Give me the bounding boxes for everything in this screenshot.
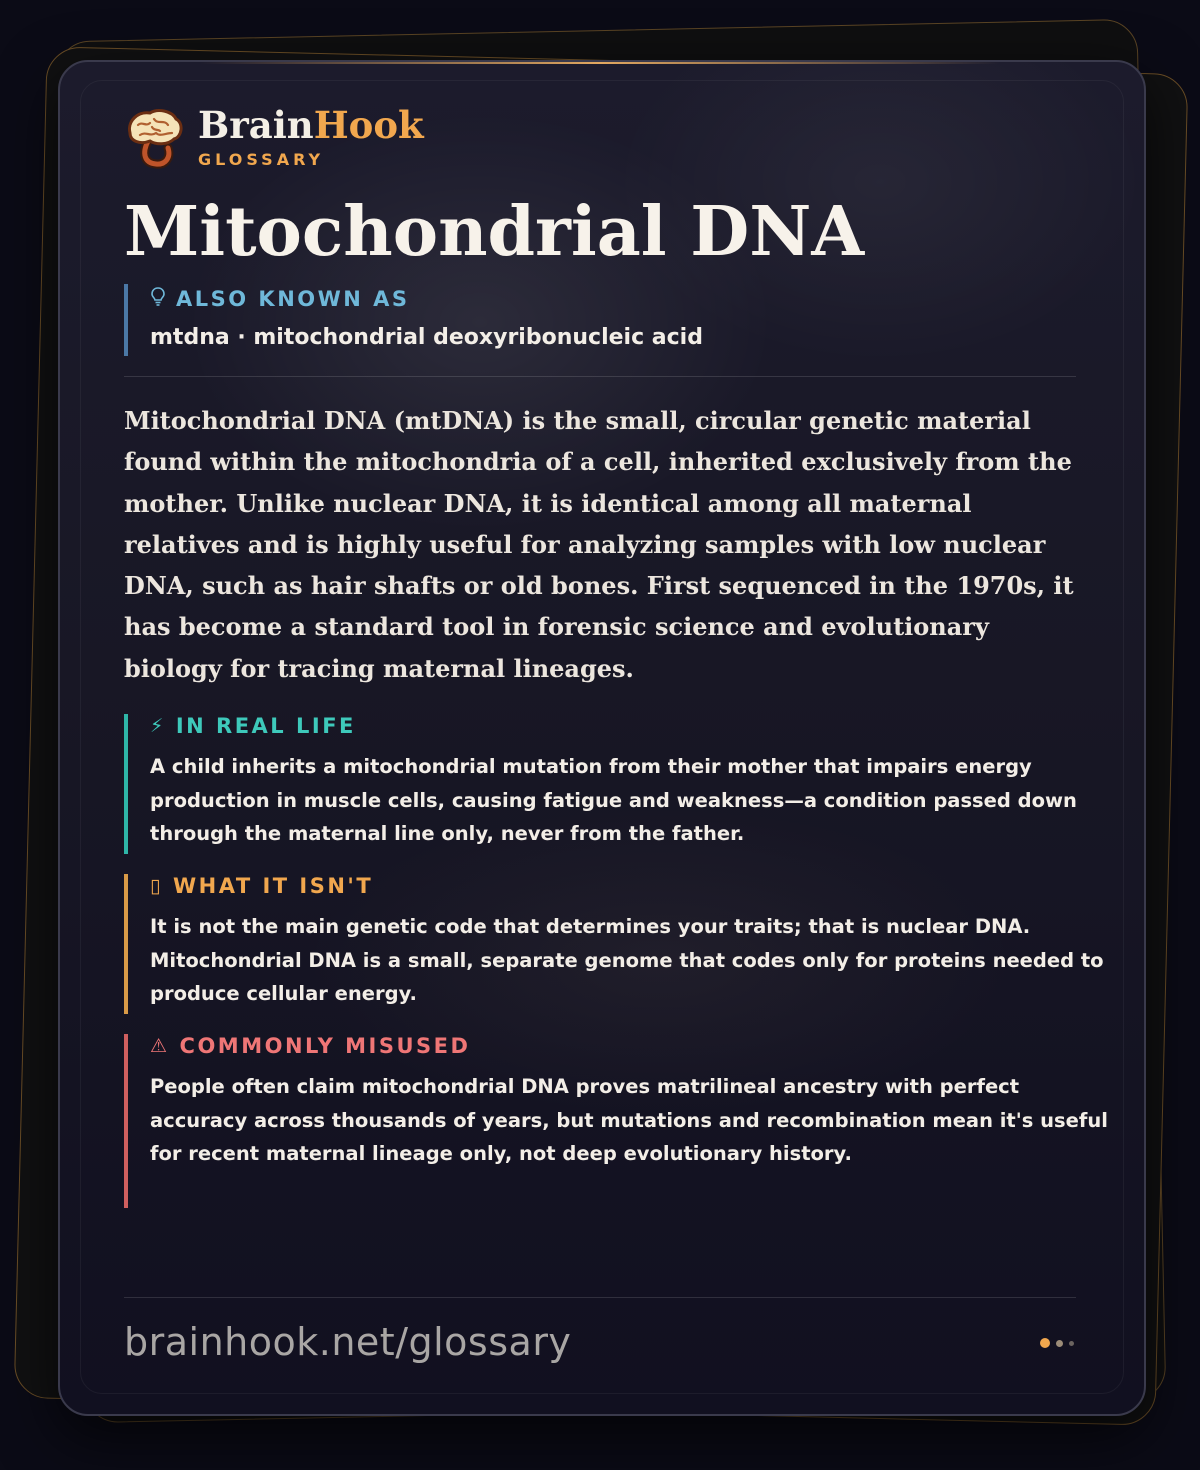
section-heading-label: IN REAL LIFE	[175, 714, 356, 738]
pagination-dot	[1056, 1340, 1063, 1347]
section-body: People often claim mitochondrial DNA proves matrilineal ancestry with perfect accuracy across thousands of years, but mutations and recombination mean it's useful for recent maternal lineage only, not deep evolutionary history.	[150, 1075, 1108, 1165]
term-title: Mitochondrial DNA	[124, 192, 865, 272]
brand-subtitle: GLOSSARY	[198, 150, 325, 169]
brand-header	[124, 103, 424, 169]
card-top-accent-line	[200, 62, 1000, 64]
glossary-card	[58, 60, 1146, 1416]
also-known-as-heading	[150, 286, 1030, 311]
definition-text: Mitochondrial DNA (mtDNA) is the small, circular genetic material found within the mitochondria of a cell, inherited exclusively from the mother. Unlike nuclear DNA, it is identical among all maternal relatives and is highly useful for analyzing samples with low nuclear DNA, such as hair shafts or old bones. First sequenced in the 1970s, it has become a standard tool in forensic science and evolutionary biology for tracing maternal lineages.	[124, 406, 1074, 683]
section-heading-label: WHAT IT ISN'T	[172, 874, 374, 898]
warning-icon: ⚠	[150, 1035, 170, 1057]
brand-name	[198, 103, 424, 147]
section-body: It is not the main genetic code that determines your traits; that is nuclear DNA. Mitochondrial DNA is a small, separate genome that codes only for proteins needed to produce cellular energy.	[150, 915, 1104, 1005]
lightning-icon: ⚡	[150, 715, 166, 737]
section-what-it-isnt	[124, 874, 1110, 1014]
pagination-dot-active	[1040, 1338, 1050, 1348]
divider	[124, 376, 1076, 377]
missing-glyph-icon: ▯	[150, 875, 163, 897]
also-known-as-block	[124, 284, 1030, 356]
section-heading	[150, 874, 1110, 898]
pagination-dot	[1069, 1341, 1074, 1346]
section-heading	[150, 1034, 1110, 1058]
pagination-dots	[1040, 1338, 1080, 1348]
footer-divider	[124, 1297, 1076, 1298]
brand-name-part1: Brain	[198, 103, 314, 147]
section-in-real-life	[124, 714, 1110, 854]
also-known-as-label: ALSO KNOWN AS	[176, 286, 410, 311]
also-known-as-terms: mtdna · mitochondrial deoxyribonucleic acid	[150, 325, 703, 350]
section-body: A child inherits a mitochondrial mutation from their mother that impairs energy production in muscle cells, causing fatigue and weakness—a condition passed down through the maternal line only, never from the father.	[150, 755, 1077, 845]
brain-hook-logo-icon	[124, 107, 184, 169]
footer-url-link[interactable]: brainhook.net/glossary	[124, 1320, 572, 1364]
lightbulb-icon	[150, 286, 166, 311]
section-commonly-misused	[124, 1034, 1110, 1208]
section-heading	[150, 714, 1110, 738]
section-heading-label: COMMONLY MISUSED	[179, 1034, 471, 1058]
brand-name-part2: Hook	[313, 103, 424, 147]
